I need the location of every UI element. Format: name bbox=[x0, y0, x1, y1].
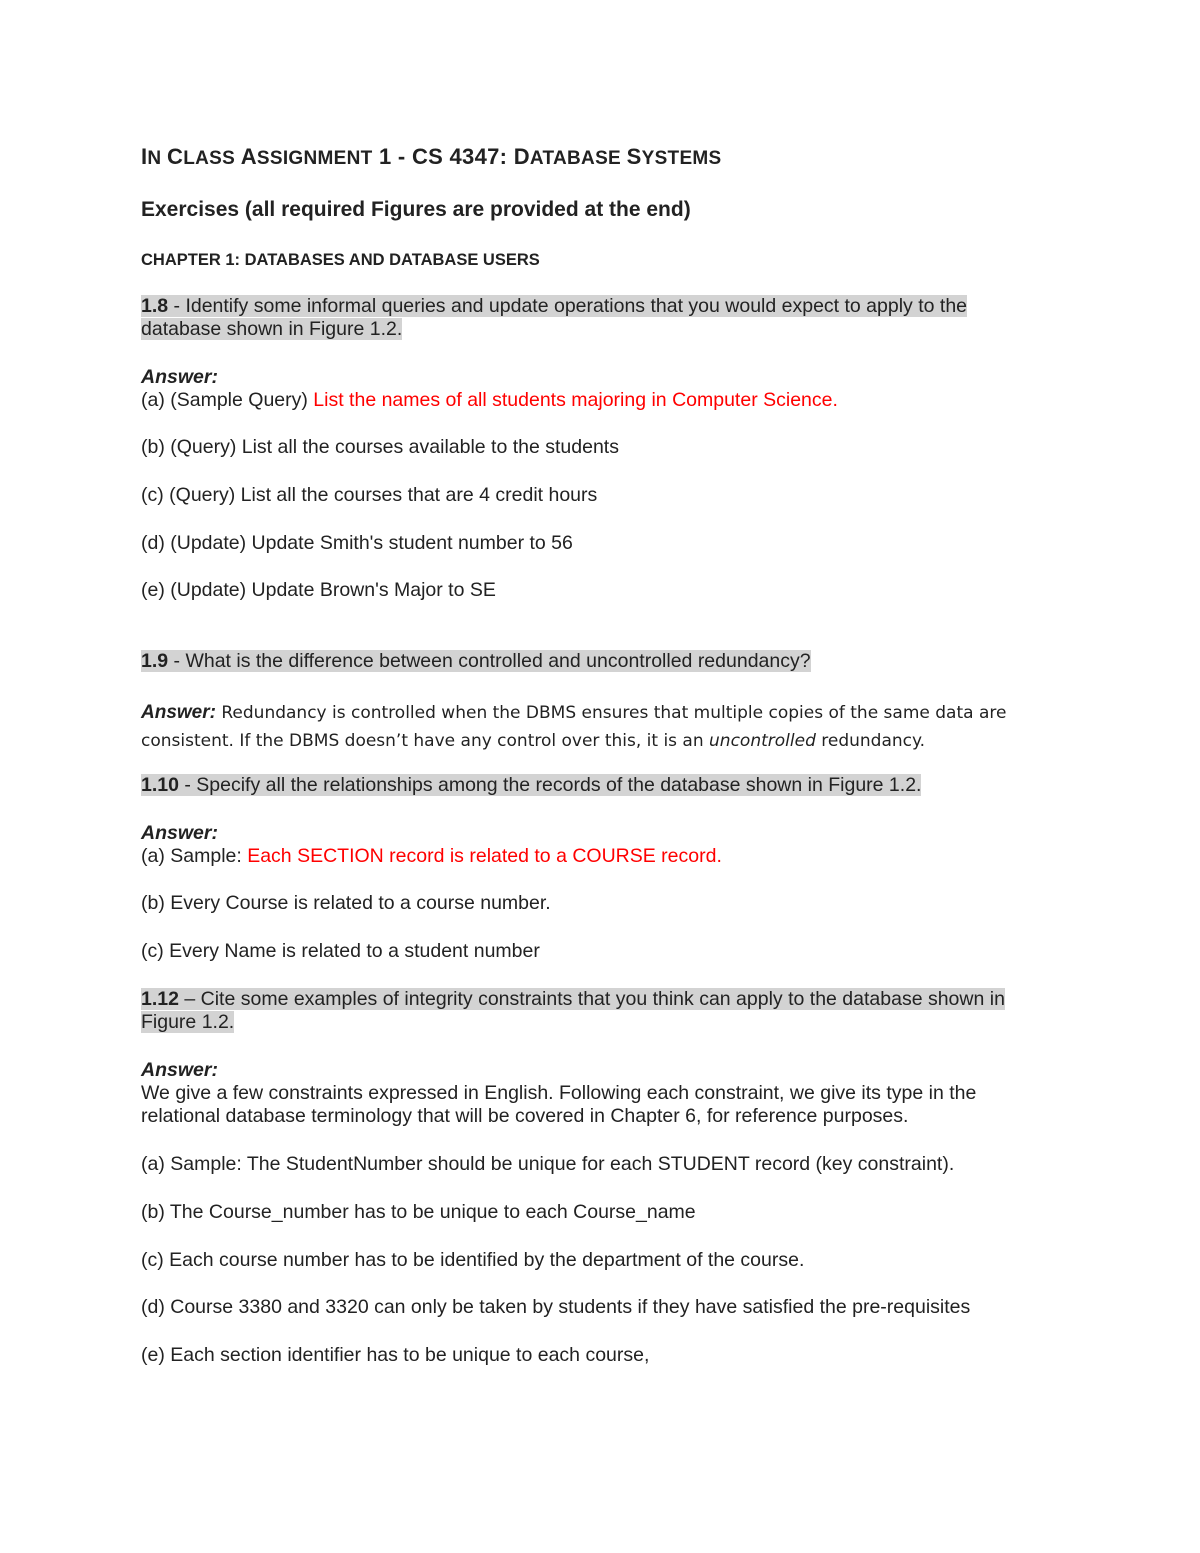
answer-item: (c) Each course number has to be identified by the department of the course. bbox=[141, 1249, 805, 1271]
answer-label: Answer: bbox=[141, 822, 218, 844]
question-number: 1.8 bbox=[141, 295, 169, 317]
answer-label: Answer: bbox=[141, 1059, 218, 1081]
sample-answer: Each SECTION record is related to a COURSE record. bbox=[247, 845, 722, 867]
answer-item: (c) Every Name is related to a student number bbox=[141, 940, 540, 962]
document-title: IN CLASS ASSIGNMENT 1 - CS 4347: DATABASE SYSTEMS bbox=[141, 144, 722, 169]
answer-1-12: Answer: We give a few constraints expressed in English. Following each constraint, we give its type in the relational database terminology that will be covered in Chapter 6, for reference purposes. bbox=[141, 1059, 977, 1127]
answer-item: (b) Every Course is related to a course number. bbox=[141, 892, 551, 914]
sample-answer: List the names of all students majoring in Computer Science. bbox=[313, 389, 838, 411]
question-1-10: 1.10 - Specify all the relationships among the records of the database shown in Figure 1.2. bbox=[141, 774, 922, 796]
answer-item: (b) The Course_number has to be unique to each Course_name bbox=[141, 1201, 696, 1223]
answer-label: Answer: bbox=[141, 702, 216, 723]
answer-label: Answer: bbox=[141, 366, 218, 388]
question-1-12: 1.12 – Cite some examples of integrity constraints that you think can apply to the database shown in Figure 1.2. bbox=[141, 988, 1005, 1033]
answer-item: (c) (Query) List all the courses that are 4 credit hours bbox=[141, 484, 598, 506]
answer-item: (e) (Update) Update Brown's Major to SE bbox=[141, 579, 496, 601]
answer-1-10: Answer: (a) Sample: Each SECTION record is related to a COURSE record. bbox=[141, 822, 722, 867]
answer-1-8: Answer: (a) (Sample Query) List the names of all students majoring in Computer Science. bbox=[141, 366, 838, 411]
question-number: 1.12 bbox=[141, 988, 179, 1010]
answer-item: (d) Course 3380 and 3320 can only be taken by students if they have satisfied the pre-requisites bbox=[141, 1296, 971, 1318]
question-1-9: 1.9 - What is the difference between controlled and uncontrolled redundancy? bbox=[141, 650, 811, 672]
answer-item: (a) Sample: The StudentNumber should be unique for each STUDENT record (key constraint). bbox=[141, 1153, 955, 1175]
exercises-heading: Exercises (all required Figures are provided at the end) bbox=[141, 198, 691, 221]
question-1-8: 1.8 - Identify some informal queries and update operations that you would expect to apply to the database shown in Figure 1.2. bbox=[141, 295, 968, 340]
answer-item: (b) (Query) List all the courses available to the students bbox=[141, 436, 619, 458]
question-number: 1.10 bbox=[141, 774, 179, 796]
answer-item: (e) Each section identifier has to be unique to each course, bbox=[141, 1344, 650, 1366]
answer-item: (d) (Update) Update Smith's student number to 56 bbox=[141, 532, 573, 554]
chapter-heading: CHAPTER 1: DATABASES AND DATABASE USERS bbox=[141, 251, 540, 269]
question-number: 1.9 bbox=[141, 650, 169, 672]
answer-1-9: Answer: Redundancy is controlled when the DBMS ensures that multiple copies of the same data are consistent. If the DBMS doesn’t have any control over this, it is an uncontrolled redundancy. bbox=[141, 702, 1007, 751]
